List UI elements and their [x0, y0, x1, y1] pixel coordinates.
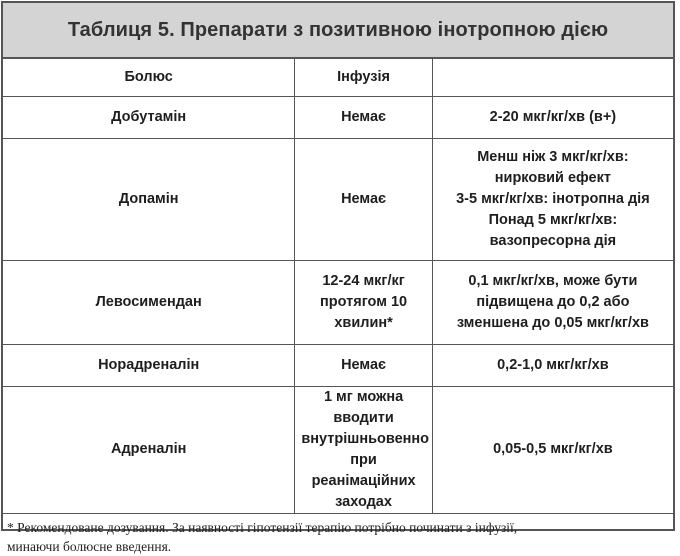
table-title: Таблиця 5. Препарати з позитивною інотропною дією [3, 3, 673, 59]
header-col1: Болюс [3, 59, 295, 96]
infusion-line: 0,1 мкг/кг/хв, може бути [468, 272, 638, 289]
bolus-line: Немає [341, 108, 387, 125]
header-col2: Інфузія [295, 59, 432, 96]
bolus-cell [295, 344, 432, 386]
bolus-line: Немає [341, 190, 387, 207]
bolus-line: 1 мг можна вводити [323, 388, 404, 426]
bolus-cell [295, 260, 432, 344]
bolus-line: протягом 10 хвилин* [320, 293, 408, 331]
bolus-cell [295, 386, 432, 513]
footnote-line: * Рекомендоване дозування. За наявності гіпотензії терапію потрібно починати з інфузії, [7, 519, 518, 535]
bolus-cell [295, 138, 432, 260]
infusion-line: вазопресорна дія [489, 232, 617, 249]
drug-name: Адреналін [3, 386, 295, 513]
infusion-cell [432, 260, 673, 344]
bolus-line: реанімаційних заходах [311, 472, 416, 510]
infusion-line: 0,2-1,0 мкг/кг/хв [497, 356, 609, 373]
drug-name: Норадреналін [3, 344, 295, 386]
infusion-line: нирковий ефект [494, 169, 611, 186]
drug-name: Допамін [3, 138, 295, 260]
bolus-line: 12-24 мкг/кг [322, 272, 405, 289]
bolus-line: внутрішньовенно при [301, 430, 430, 468]
infusion-cell [432, 138, 673, 260]
footnote-line: минаючи болюсне введення. [7, 538, 172, 554]
infusion-cell [432, 344, 673, 386]
drug-name: Добутамін [3, 96, 295, 138]
bolus-cell [295, 96, 432, 138]
table-row [3, 96, 673, 138]
header-row [3, 59, 673, 96]
infusion-cell [432, 386, 673, 513]
bolus-line: Немає [341, 356, 387, 373]
table-row [3, 260, 673, 344]
table-row [3, 386, 673, 513]
table-document [1, 1, 675, 554]
drug-name: Левосимендан [3, 260, 295, 344]
infusion-line: Менш ніж 3 мкг/кг/хв: [477, 148, 629, 165]
infusion-line: 3-5 мкг/кг/хв: інотропна дія [456, 190, 650, 207]
infusion-line: 2-20 мкг/кг/хв (в+) [489, 108, 617, 125]
infusion-line: підвищена до 0,2 або [476, 293, 630, 310]
infusion-line: зменшена до 0,05 мкг/кг/хв [456, 314, 649, 331]
infusion-line: 0,05-0,5 мкг/кг/хв [493, 441, 613, 457]
header-col3 [432, 59, 673, 96]
table-row [3, 344, 673, 386]
infusion-line: Понад 5 мкг/кг/хв: [488, 211, 618, 228]
infusion-cell [432, 96, 673, 138]
drug-table [3, 59, 673, 514]
table-row [3, 138, 673, 260]
